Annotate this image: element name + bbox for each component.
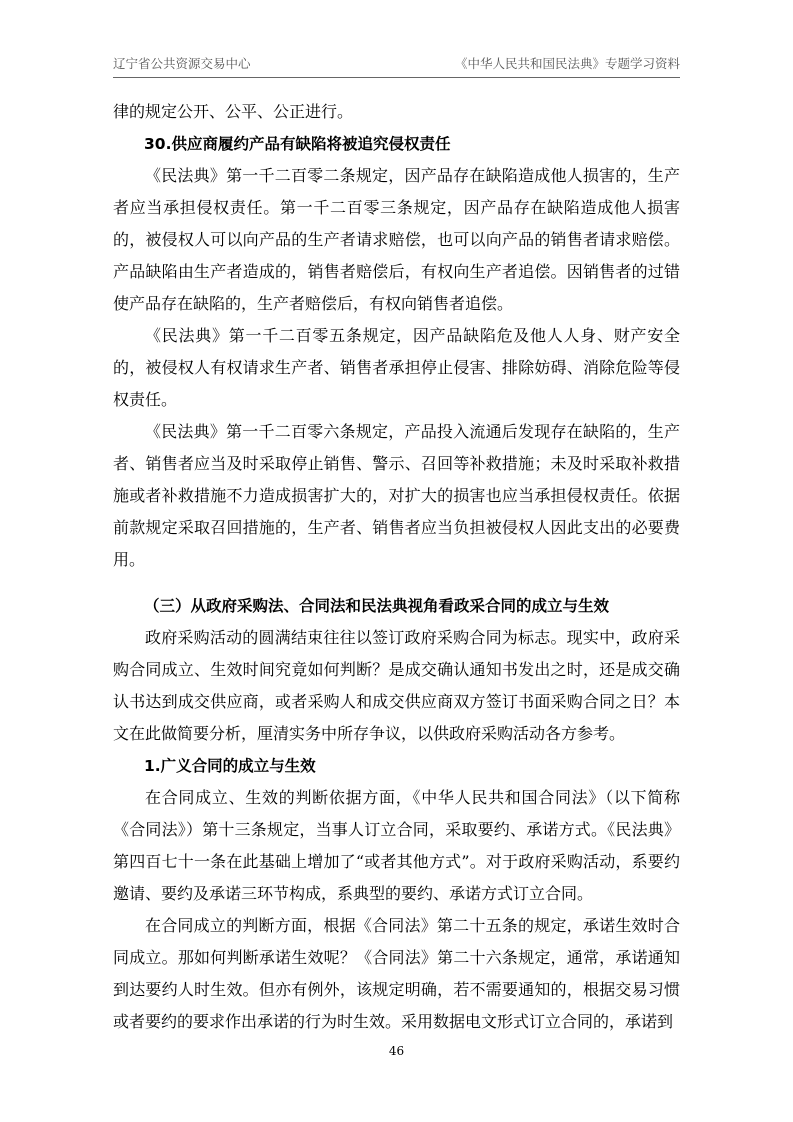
header-document-title: 《中华人民共和国民法典》专题学习资料 — [454, 56, 680, 71]
header-divider — [113, 77, 680, 78]
page-number: 46 — [388, 1044, 405, 1058]
header-organization: 辽宁省公共资源交易中心 — [113, 56, 251, 71]
paragraph-basis: 在合同成立、生效的判断依据方面，《中华人民共和国合同法》（以下简称《合同法》）第十三条规定，当事人订立合同，采取要约、承诺方式。《民法典》第四百七十一条在此基础上增加了“或者其他方式”。对于政府采购活动，系要约邀请、要约及承诺三环节构成，系典型的要约、承诺方式订立合同。 — [113, 788, 680, 903]
page-header — [113, 54, 680, 74]
heading-subsection-1: 1.广义合同的成立与生效 — [144, 757, 316, 775]
heading-item-30: 30.供应商履约产品有缺陷将被追究侵权责任 — [144, 135, 451, 153]
heading-section-3: （三）从政府采购法、合同法和民法典视角看政采合同的成立与生效 — [144, 597, 610, 615]
page-body — [113, 96, 680, 1038]
paragraph-article-1206: 《民法典》第一千二百零六条规定，产品投入流通后发现存在缺陷的，生产者、销售者应当及时采取停止销售、警示、召回等补救措施；未及时采取补救措施或者补救措施不力造成损害扩大的，对扩大的损害也应当承担侵权责任。依据前款规定采取召回措施的，生产者、销售者应当负担被侵权人因此支出的必要费用。 — [113, 422, 680, 569]
paragraph-continued: 律的规定公开、公平、公正进行。 — [113, 102, 354, 121]
paragraph-article-1202: 《民法典》第一千二百零二条规定，因产品存在缺陷造成他人损害的，生产者应当承担侵权责任。第一千二百零三条规定，因产品存在缺陷造成他人损害的，被侵权人可以向产品的生产者请求赔偿，也可以向产品的销售者请求赔偿。产品缺陷由生产者造成的，销售者赔偿后，有权向生产者追偿。因销售者的过错使产品存在缺陷的，生产者赔偿后，有权向销售者追偿。 — [113, 166, 680, 313]
paragraph-formation: 在合同成立的判断方面，根据《合同法》第二十五条的规定，承诺生效时合同成立。那如何判断承诺生效呢？《合同法》第二十六条规定，通常，承诺通知到达要约人时生效。但亦有例外，该规定明确，若不需要通知的，根据交易习惯或者要约的要求作出承诺的行为时生效。采用数据电文形式订立合同的，承诺到 — [113, 916, 680, 1031]
paragraph-article-1205: 《民法典》第一千二百零五条规定，因产品缺陷危及他人人身、财产安全的，被侵权人有权请求生产者、销售者承担停止侵害、排除妨碍、消除危险等侵权责任。 — [113, 326, 680, 409]
paragraph-intro: 政府采购活动的圆满结束往往以签订政府采购合同为标志。现实中，政府采购合同成立、生效时间究竟如何判断？是成交确认通知书发出之时，还是成交确认书达到成交供应商，或者采购人和成交供应商双方签订书面采购合同之日？本文在此做简要分析，厘清实务中所存争议，以供政府采购活动各方参考。 — [113, 628, 680, 743]
